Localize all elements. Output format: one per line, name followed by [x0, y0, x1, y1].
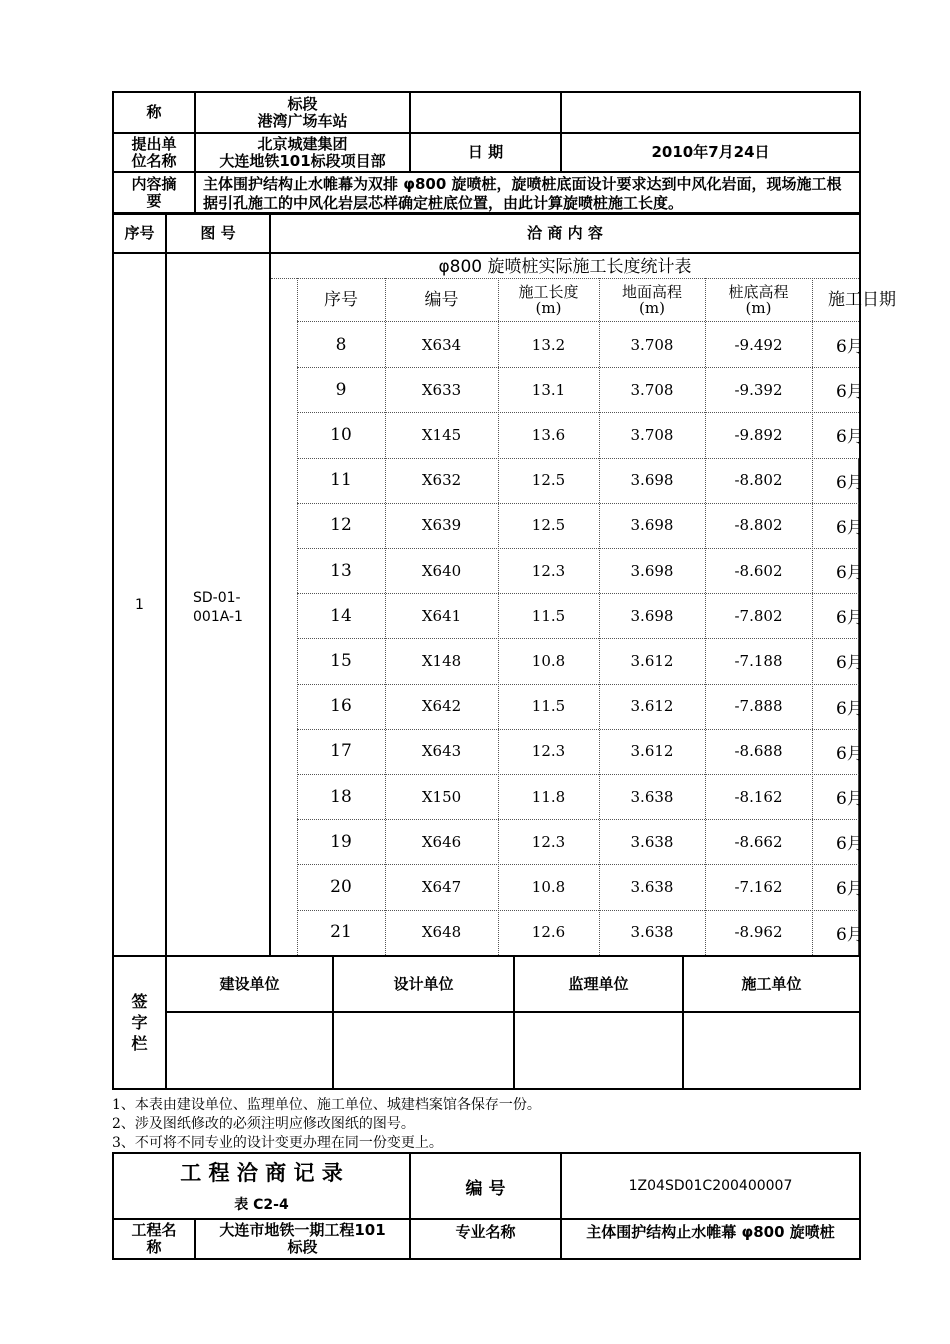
cell-ground: 3.708 [630, 380, 674, 399]
cell-date: 6月 [836, 472, 864, 493]
cell-code: X646 [421, 832, 462, 851]
cell-code: X633 [421, 380, 462, 399]
summary-label: 内容摘 要 [131, 174, 177, 210]
col-header-content: 洽 商 内 容 [527, 224, 603, 242]
cell-ground: 3.698 [630, 561, 674, 580]
drawing-number: SD-01- 001A-1 [193, 590, 243, 625]
signature-label: 签 字 栏 [131, 992, 148, 1053]
cell-bottom: -7.162 [734, 877, 783, 896]
cell-bottom: -8.602 [734, 561, 783, 580]
cell-ground: 3.708 [630, 335, 674, 354]
cell-code: X150 [421, 787, 462, 806]
cell-no: 16 [330, 696, 352, 717]
cell-date: 6月 [836, 698, 864, 719]
cell-ground: 3.698 [630, 516, 674, 535]
sign-unit-designer: 设计单位 [393, 974, 454, 993]
cell-code: X642 [421, 697, 462, 716]
cell-ground: 3.638 [630, 877, 674, 896]
cell-code: X640 [421, 561, 462, 580]
cell-length: 12.6 [531, 923, 566, 942]
cell-bottom: -8.802 [734, 516, 783, 535]
cell-date: 6月 [836, 924, 864, 945]
cell-length: 11.5 [531, 606, 566, 625]
col-header-no: 序号 [124, 224, 155, 242]
sign-unit-supervisor: 监理单位 [568, 974, 629, 993]
note-2: 2、涉及图纸修改的必须注明应修改图纸的图号。 [112, 1116, 415, 1132]
cell-bottom: -9.892 [734, 425, 783, 444]
cell-date: 6月 [836, 337, 864, 358]
cell-code: X641 [421, 606, 462, 625]
row-number: 1 [135, 597, 144, 613]
number-value: 1Z04SD01C200400007 [628, 1178, 793, 1194]
cell-code: X634 [421, 335, 462, 354]
summary-text: 主体围护结构止水帷幕为双排 φ800 旋喷桩，旋喷桩底面设计要求达到中风化岩面，现场施工根据引孔施工的中风化岩层芯样确定桩底位置，由此计算旋喷桩施工长度。 [203, 175, 842, 212]
cell-length: 11.8 [531, 787, 566, 806]
cell-ground: 3.638 [630, 832, 674, 851]
col-header-drawing: 图 号 [200, 224, 236, 242]
cell-no: 21 [330, 922, 352, 943]
cell-length: 12.3 [531, 561, 566, 580]
date-value: 2010年7月24日 [651, 143, 770, 161]
cell-ground: 3.612 [630, 742, 674, 761]
sign-unit-owner: 建设单位 [219, 974, 280, 993]
cell-date: 6月 [836, 653, 864, 674]
project-name-value: 标段 港湾广场车站 [257, 94, 348, 130]
cell-date: 6月 [836, 834, 864, 855]
cell-no: 10 [330, 424, 352, 445]
cell-code: X648 [421, 923, 462, 942]
cell-ground: 3.612 [630, 651, 674, 670]
cell-no: 11 [330, 470, 352, 491]
cell-bottom: -8.688 [734, 742, 783, 761]
note-1: 1、本表由建设单位、监理单位、施工单位、城建档案馆各保存一份。 [112, 1097, 541, 1113]
cell-no: 17 [330, 741, 352, 762]
cell-date: 6月 [836, 517, 864, 538]
stats-col-bottom: 桩底高程 (m) [728, 283, 789, 317]
stats-col-no: 序号 [324, 289, 358, 310]
specialty-value: 主体围护结构止水帷幕 φ800 旋喷桩 [586, 1223, 835, 1241]
cell-code: X647 [421, 877, 462, 896]
stats-col-ground: 地面高程 (m) [621, 283, 682, 317]
cell-ground: 3.698 [630, 606, 674, 625]
cell-bottom: -8.962 [734, 923, 783, 942]
cell-no: 19 [330, 831, 352, 852]
proposer-label: 提出单 位名称 [131, 134, 177, 170]
sign-unit-contractor: 施工单位 [741, 974, 802, 993]
cell-length: 13.2 [531, 335, 566, 354]
project-value: 大连市地铁一期工程101 标段 [219, 1221, 386, 1256]
cell-ground: 3.612 [630, 697, 674, 716]
cell-date: 6月 [836, 879, 864, 900]
note-3: 3、不可将不同专业的设计变更办理在同一份变更上。 [112, 1135, 443, 1151]
cell-length: 13.6 [531, 425, 566, 444]
specialty-label: 专业名称 [455, 1223, 516, 1241]
cell-length: 12.3 [531, 742, 566, 761]
project-label: 工程名 称 [131, 1221, 177, 1256]
cell-code: X632 [421, 471, 462, 490]
cell-date: 6月 [836, 563, 864, 584]
cell-bottom: -9.392 [734, 380, 783, 399]
cell-bottom: -8.162 [734, 787, 783, 806]
stats-col-date: 施工日期 [828, 289, 896, 310]
number-label: 编 号 [465, 1178, 506, 1199]
cell-bottom: -7.802 [734, 606, 783, 625]
cell-bottom: -9.492 [734, 335, 783, 354]
cell-length: 10.8 [531, 651, 566, 670]
cell-no: 18 [330, 786, 352, 807]
cell-ground: 3.638 [630, 923, 674, 942]
cell-no: 20 [330, 876, 352, 897]
cell-no: 13 [330, 560, 352, 581]
cell-length: 12.5 [531, 516, 566, 535]
cell-date: 6月 [836, 382, 864, 403]
cell-code: X148 [421, 651, 462, 670]
proposer-value: 北京城建集团 大连地铁101标段项目部 [219, 134, 386, 170]
cell-date: 6月 [836, 427, 864, 448]
stats-title: φ800 旋喷桩实际施工长度统计表 [438, 256, 692, 277]
stats-col-length: 施工长度 (m) [518, 283, 579, 317]
cell-length: 13.1 [531, 380, 566, 399]
cell-bottom: -7.888 [734, 697, 783, 716]
cell-ground: 3.638 [630, 787, 674, 806]
form-number: 表 C2-4 [234, 1197, 289, 1213]
cell-bottom: -7.188 [734, 651, 783, 670]
cell-ground: 3.698 [630, 471, 674, 490]
cell-length: 12.3 [531, 832, 566, 851]
cell-no: 12 [330, 515, 352, 536]
cell-code: X145 [421, 425, 462, 444]
cell-no: 14 [330, 605, 352, 626]
cell-ground: 3.708 [630, 425, 674, 444]
cell-no: 9 [335, 379, 347, 400]
cell-no: 8 [335, 334, 347, 355]
cell-code: X639 [421, 516, 462, 535]
record-title: 工 程 洽 商 记 录 [180, 1161, 343, 1185]
cell-length: 12.5 [531, 471, 566, 490]
cell-length: 10.8 [531, 877, 566, 896]
date-label: 日 期 [467, 143, 504, 161]
cell-bottom: -8.802 [734, 471, 783, 490]
cell-date: 6月 [836, 743, 864, 764]
stats-col-code: 编号 [424, 289, 459, 310]
project-name-label: 称 [146, 103, 162, 121]
cell-date: 6月 [836, 608, 864, 629]
cell-date: 6月 [836, 789, 864, 810]
cell-length: 11.5 [531, 697, 566, 716]
cell-bottom: -8.662 [734, 832, 783, 851]
cell-code: X643 [421, 742, 462, 761]
cell-no: 15 [330, 650, 352, 671]
